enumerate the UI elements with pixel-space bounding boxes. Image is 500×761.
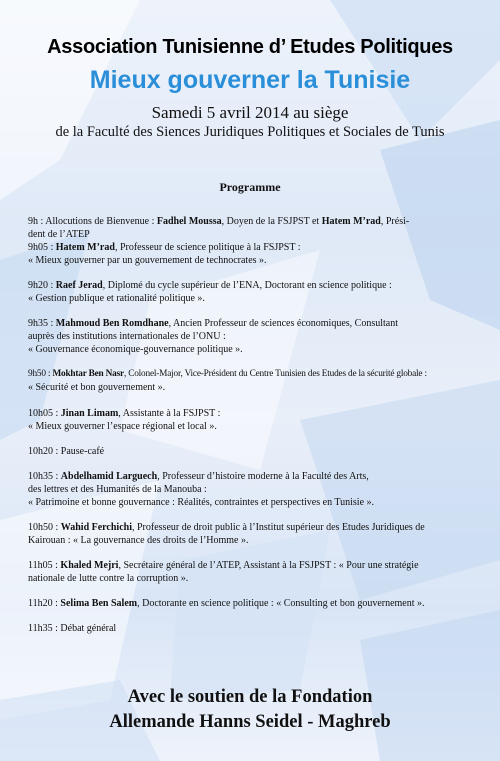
list-item: 9h35 : Mahmoud Ben Romdhane, Ancien Professeur de sciences économiques, Consultant auprès des institutions internationales de l’ONU : « Gouvernance économique-gouvernance politique ». [28, 318, 398, 355]
association-title: Association Tunisienne d’ Etudes Politiques [47, 36, 453, 58]
programme-title: Programme [219, 180, 281, 194]
list-item: 9h05 : Hatem M’rad, Professeur de science politique à la FSJPST : « Mieux gouverner par un gouvernement de technocrates ». [28, 242, 301, 266]
list-item: 10h35 : Abdelhamid Larguech, Professeur d’histoire moderne à la Faculté des Arts, des lettres et des Humanités de la Manouba : « Patrimoine et bonne gouvernance : Réalités, contraintes et perspectives en Tunisie ». [28, 471, 375, 508]
list-item: 11h35 : Débat général [28, 623, 117, 634]
list-item: 10h05 : Jinan Limam, Assistante à la FSJPST : « Mieux gouverner l’espace régional et local ». [28, 408, 221, 432]
sponsor-line-1: Avec le soutien de la Fondation [127, 687, 373, 707]
event-date: Samedi 5 avril 2014 au siège [151, 103, 349, 122]
event-venue: de la Faculté des Siences Juridiques Politiques et Sociales de Tunis [55, 124, 445, 140]
list-item: 10h50 : Wahid Ferchichi, Professeur de droit public à l’Institut supérieur des Etudes Juridiques de Kairouan : « La gouvernance des droits de l’Homme ». [28, 522, 425, 546]
list-item: 9h20 : Raef Jerad, Diplomé du cycle supérieur de l’ENA, Doctorant en science politique : « Gestion publique et rationalité politique ». [28, 280, 392, 304]
list-item: 11h20 : Selima Ben Salem, Doctorante en science politique : « Consulting et bon gouvernement ». [28, 598, 425, 609]
list-item: 10h20 : Pause-café [28, 446, 105, 457]
event-subtitle: Mieux gouverner la Tunisie [89, 66, 411, 94]
programme-list [28, 215, 488, 635]
list-item: 9h : Allocutions de Bienvenue : Fadhel Moussa, Doyen de la FSJPST et Hatem M’rad, Prési- dent de l’ATEP [28, 216, 410, 240]
sponsor-line-2: Allemande Hanns Seidel - Maghreb [109, 712, 391, 732]
list-item: 11h05 : Khaled Mejri, Secrétaire général de l’ATEP, Assistant à la FSJPST : « Pour une stratégie nationale de lutte contre la corruption ». [28, 560, 419, 584]
list-item: 9h50 : Mokhtar Ben Nasr, Colonel-Major, Vice-Président du Centre Tunisien des Etudes de la sécurité globale : « Sécurité et bon gouvernement ». [28, 369, 427, 393]
sponsor-footer [0, 685, 500, 735]
